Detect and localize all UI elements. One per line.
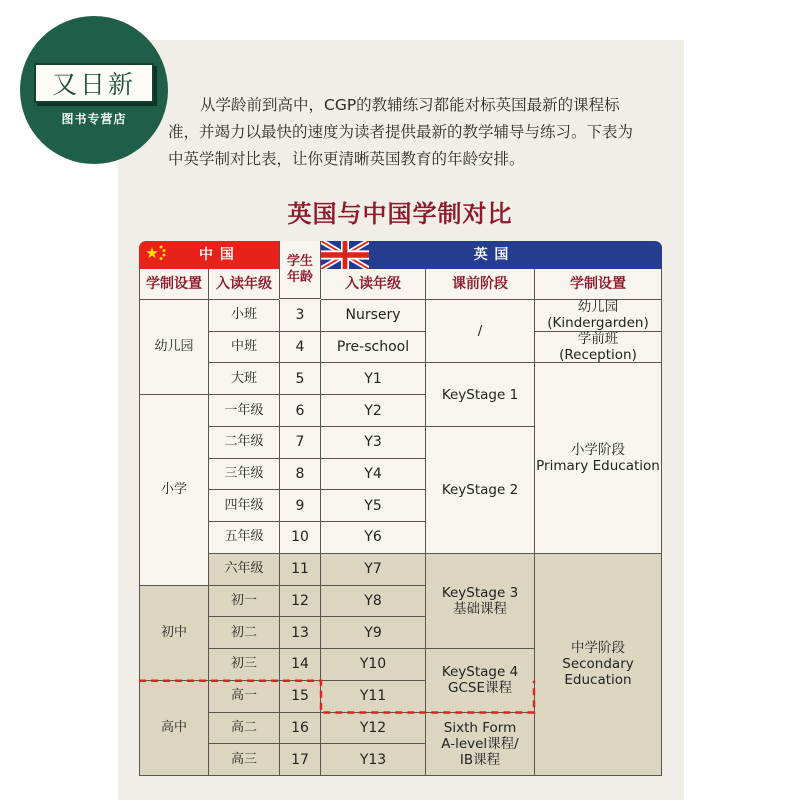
page-title: 英国与中国学制对比 bbox=[287, 200, 513, 228]
cn-grade-cell: 初二 bbox=[208, 617, 279, 649]
store-logo[interactable] bbox=[20, 16, 168, 164]
uk-grade-cell: Y9 bbox=[321, 617, 425, 649]
uk-keystage-cell: KeyStage 1 bbox=[425, 363, 534, 426]
cn-grade-cell: 四年级 bbox=[208, 490, 279, 522]
col-header-uk-grade: 入读年级 bbox=[321, 269, 425, 300]
logo-name-box bbox=[34, 63, 154, 103]
uk-keystage-cell: KeyStage 4 GCSE课程 bbox=[425, 649, 534, 712]
cn-grade-cell: 小班 bbox=[208, 300, 279, 332]
uk-keystage-cell: KeyStage 2 bbox=[425, 427, 534, 554]
age-cell: 4 bbox=[279, 332, 321, 364]
age-cell: 3 bbox=[279, 300, 321, 332]
age-header bbox=[279, 241, 321, 299]
col-header-cn-grade: 入读年级 bbox=[208, 269, 279, 300]
intro-paragraph: 从学龄前到高中，CGP的教辅练习都能对标英国最新的课程标准，并竭力以最快的速度为读者提供最新的教学辅导与练习。下表为中英学制对比表，让你更清晰英国教育的年龄安排。 bbox=[168, 96, 634, 168]
age-cell: 14 bbox=[279, 649, 321, 681]
age-cell: 10 bbox=[279, 522, 321, 554]
uk-grade-cell: Y6 bbox=[321, 522, 425, 554]
age-cell: 16 bbox=[279, 713, 321, 745]
age-cell: 5 bbox=[279, 363, 321, 395]
cn-grade-cell: 高一 bbox=[208, 681, 279, 713]
uk-stage-cell: 学前班 (Reception) bbox=[534, 332, 662, 364]
uk-keystage-cell: / bbox=[425, 300, 534, 363]
cn-grade-cell: 中班 bbox=[208, 332, 279, 364]
uk-grade-cell: Pre-school bbox=[321, 332, 425, 364]
age-cell: 11 bbox=[279, 554, 321, 586]
age-cell: 8 bbox=[279, 459, 321, 491]
uk-grade-cell: Nursery bbox=[321, 300, 425, 332]
cn-grade-cell: 三年级 bbox=[208, 459, 279, 491]
logo-name: 又日新 bbox=[51, 70, 136, 99]
cn-stage-cell: 初中 bbox=[139, 586, 208, 681]
cn-grade-cell: 一年级 bbox=[208, 395, 279, 427]
cn-grade-cell: 初三 bbox=[208, 649, 279, 681]
uk-grade-cell: Y7 bbox=[321, 554, 425, 586]
uk-keystage-cell: KeyStage 3 基础课程 bbox=[425, 554, 534, 649]
age-cell: 6 bbox=[279, 395, 321, 427]
uk-grade-cell: Y5 bbox=[321, 490, 425, 522]
uk-grade-cell: Y12 bbox=[321, 713, 425, 745]
uk-grade-cell: Y10 bbox=[321, 649, 425, 681]
uk-stage-cell: 小学阶段 Primary Education bbox=[534, 363, 662, 553]
logo-subtitle: 图书专营店 bbox=[61, 112, 127, 126]
age-cell: 12 bbox=[279, 586, 321, 618]
cn-grade-cell: 五年级 bbox=[208, 522, 279, 554]
uk-stage-cell: 中学阶段 Secondary Education bbox=[534, 554, 662, 776]
uk-grade-cell: Y3 bbox=[321, 427, 425, 459]
cn-grade-cell: 高二 bbox=[208, 713, 279, 745]
uk-grade-cell: Y13 bbox=[321, 744, 425, 776]
age-cell: 7 bbox=[279, 427, 321, 459]
age-cell: 13 bbox=[279, 617, 321, 649]
col-header-uk-stage: 学制设置 bbox=[534, 269, 662, 300]
uk-grade-cell: Y2 bbox=[321, 395, 425, 427]
age-cell: 17 bbox=[279, 744, 321, 776]
cn-stage-cell: 幼儿园 bbox=[139, 300, 208, 395]
china-header bbox=[139, 241, 279, 269]
cn-grade-cell: 六年级 bbox=[208, 554, 279, 586]
china-flag-icon bbox=[143, 244, 173, 266]
cn-grade-cell: 二年级 bbox=[208, 427, 279, 459]
cn-stage-cell: 小学 bbox=[139, 395, 208, 585]
uk-keystage-cell: Sixth Form A-level课程/ IB课程 bbox=[425, 713, 534, 776]
uk-grade-cell: Y4 bbox=[321, 459, 425, 491]
cn-stage-cell: 高中 bbox=[139, 681, 208, 776]
uk-header-label: 英 国 bbox=[473, 247, 510, 263]
china-header-label: 中 国 bbox=[199, 247, 235, 263]
uk-flag-icon bbox=[321, 241, 369, 269]
col-header-cn-stage: 学制设置 bbox=[139, 269, 208, 300]
cn-grade-cell: 大班 bbox=[208, 363, 279, 395]
uk-grade-cell: Y8 bbox=[321, 586, 425, 618]
col-header-uk-keystage: 课前阶段 bbox=[425, 269, 534, 300]
cn-grade-cell: 初一 bbox=[208, 586, 279, 618]
uk-grade-cell: Y1 bbox=[321, 363, 425, 395]
age-cell: 15 bbox=[279, 681, 321, 713]
cn-grade-cell: 高三 bbox=[208, 744, 279, 776]
age-cell: 9 bbox=[279, 490, 321, 522]
uk-stage-cell: 幼儿园 (Kindergarden) bbox=[534, 300, 662, 332]
uk-header bbox=[321, 241, 662, 269]
age-header-label: 学生 年龄 bbox=[286, 253, 313, 285]
uk-grade-cell: Y11 bbox=[321, 681, 425, 713]
